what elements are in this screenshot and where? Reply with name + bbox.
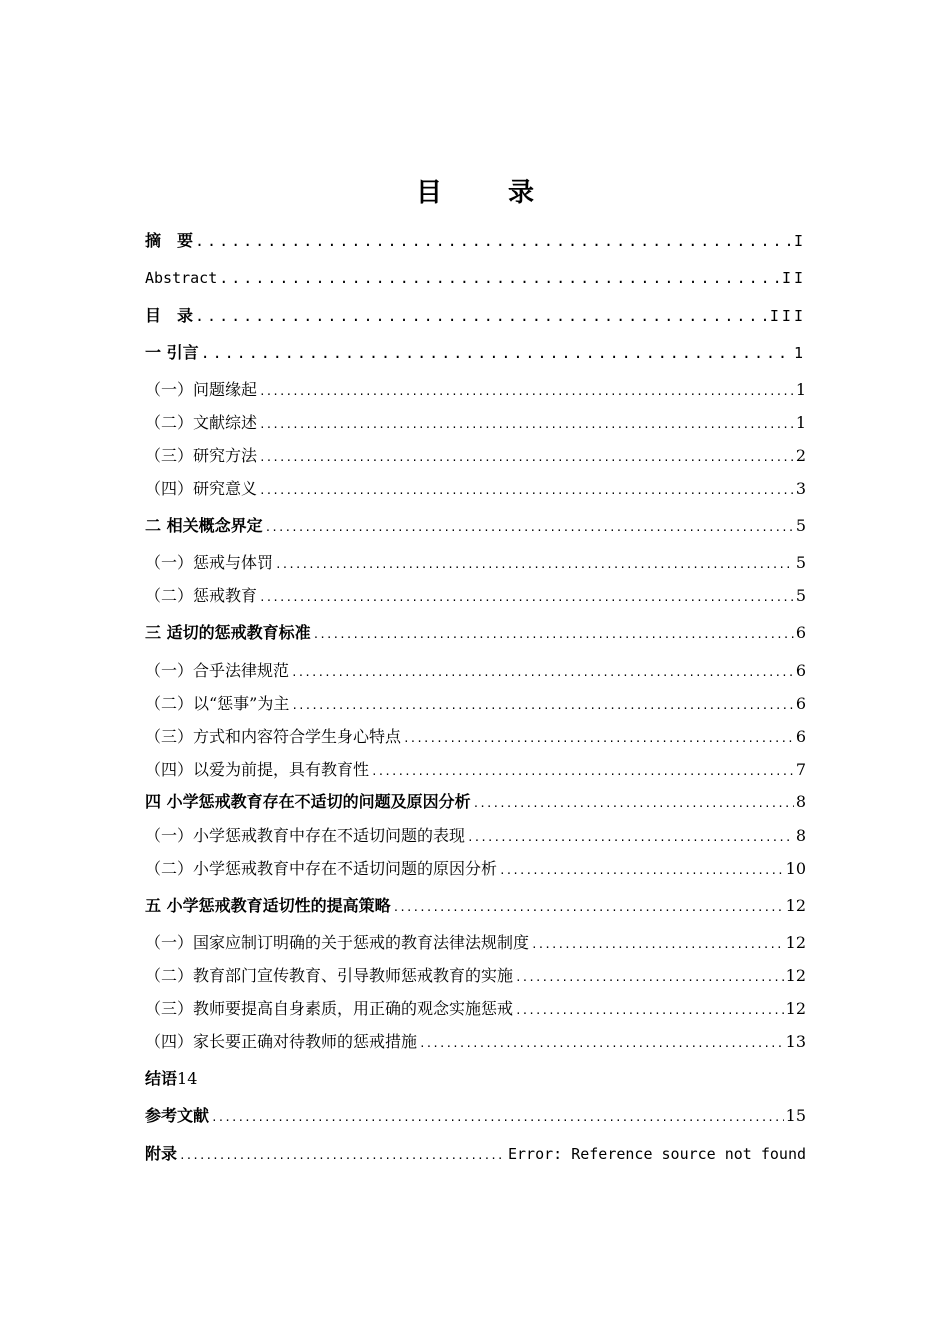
toc-entry-page: 8 bbox=[795, 826, 806, 845]
toc-entry-text: （一）国家应制订明确的关于惩戒的教育法律法规制度 bbox=[145, 933, 530, 952]
toc-entry-page: 10 bbox=[785, 859, 806, 878]
toc-entry-text: 附录 bbox=[145, 1144, 178, 1163]
toc-leader-dots bbox=[195, 230, 792, 252]
toc-leader-dots bbox=[291, 697, 793, 715]
toc-entry-page: 13 bbox=[785, 1032, 806, 1051]
toc-entry-abstract-en[interactable] bbox=[145, 265, 806, 289]
toc-leader-dots bbox=[219, 267, 780, 289]
toc-entry-page: 5 bbox=[795, 586, 806, 605]
toc-leader-dots bbox=[275, 556, 794, 574]
toc-entry-contents[interactable] bbox=[145, 303, 806, 327]
toc-entry-section[interactable] bbox=[145, 658, 806, 682]
toc-entry-section[interactable] bbox=[145, 996, 806, 1020]
toc-entry-conclusion[interactable] bbox=[145, 1066, 806, 1090]
toc-entry-text: Abstract bbox=[145, 269, 218, 287]
toc-entry-section[interactable] bbox=[145, 476, 806, 500]
toc-entry-text: （二）以“惩事”为主 bbox=[145, 694, 290, 713]
toc-entry-text: （四）以爱为前提，具有教育性 bbox=[145, 760, 370, 779]
toc-entry-page: III bbox=[769, 307, 806, 325]
toc-entry-text: （四）研究意义 bbox=[145, 479, 258, 498]
toc-entry-chapter-3[interactable] bbox=[145, 620, 806, 644]
toc-entry-text: （二）文献综述 bbox=[145, 413, 258, 432]
page-title: 目 录 bbox=[415, 178, 554, 208]
toc-entry-text: 摘 要 bbox=[145, 231, 194, 250]
toc-entry-page: 8 bbox=[795, 792, 806, 811]
toc-entry-page: II bbox=[781, 269, 806, 287]
toc-entry-references[interactable] bbox=[145, 1103, 806, 1127]
toc-entry-page: 5 bbox=[795, 553, 806, 572]
toc-leader-dots bbox=[473, 795, 794, 813]
toc-entry-text: 五 小学惩戒教育适切性的提高策略 bbox=[145, 896, 391, 915]
toc-entry-text: （二）小学惩戒教育中存在不适切问题的原因分析 bbox=[145, 859, 498, 878]
toc-entry-text: （三）研究方法 bbox=[145, 446, 258, 465]
toc-leader-dots bbox=[259, 482, 794, 500]
toc-entry-page-error: Error: Reference source not found bbox=[507, 1145, 806, 1163]
toc-entry-section[interactable] bbox=[145, 550, 806, 574]
toc-entry-page: 1 bbox=[793, 344, 806, 362]
toc-leader-dots bbox=[515, 1002, 784, 1020]
toc-leader-dots bbox=[195, 305, 768, 327]
toc-entry-page: 3 bbox=[795, 479, 806, 498]
toc-entry-page: 12 bbox=[785, 933, 806, 952]
toc-entry-section[interactable] bbox=[145, 691, 806, 715]
toc-entry-appendix[interactable] bbox=[145, 1141, 806, 1165]
toc-entry-chapter-5[interactable] bbox=[145, 893, 806, 917]
toc-leader-dots bbox=[419, 1035, 784, 1053]
toc-leader-dots bbox=[467, 829, 794, 847]
toc-leader-dots bbox=[259, 383, 794, 401]
toc-entry-page: 15 bbox=[785, 1106, 806, 1125]
toc-entry-text: （四）家长要正确对待教师的惩戒措施 bbox=[145, 1032, 418, 1051]
toc-entry-text: 结语 bbox=[145, 1069, 178, 1088]
toc-entry-section[interactable] bbox=[145, 1029, 806, 1053]
toc-entry-abstract-cn[interactable] bbox=[145, 228, 806, 252]
toc-entry-text: （一）惩戒与体罚 bbox=[145, 553, 274, 572]
toc-entry-page: 14 bbox=[177, 1069, 198, 1088]
toc-entry-text: （三）教师要提高自身素质，用正确的观念实施惩戒 bbox=[145, 999, 514, 1018]
toc-entry-text: 一 引言 bbox=[145, 343, 199, 362]
toc-entry-page: 2 bbox=[795, 446, 806, 465]
toc-leader-dots bbox=[393, 899, 784, 917]
toc-entry-text: （一）合乎法律规范 bbox=[145, 661, 290, 680]
toc-entry-text: 四 小学惩戒教育存在不适切的问题及原因分析 bbox=[145, 792, 471, 811]
toc-entry-text: 二 相关概念界定 bbox=[145, 516, 263, 535]
toc-entry-page: 12 bbox=[785, 966, 806, 985]
toc-leader-dots bbox=[259, 589, 794, 607]
toc-entry-chapter-4[interactable] bbox=[145, 789, 806, 813]
toc-entry-page: 1 bbox=[795, 413, 806, 432]
toc-entry-section[interactable] bbox=[145, 410, 806, 434]
toc-entry-text: 目 录 bbox=[145, 306, 194, 325]
toc-leader-dots bbox=[515, 969, 784, 987]
toc-entry-section[interactable] bbox=[145, 443, 806, 467]
toc-leader-dots bbox=[265, 519, 794, 537]
toc-entry-text: （一）问题缘起 bbox=[145, 380, 258, 399]
toc-entry-section[interactable] bbox=[145, 963, 806, 987]
toc-entry-page: 6 bbox=[795, 694, 806, 713]
toc-entry-page: I bbox=[793, 232, 806, 250]
toc-entry-section[interactable] bbox=[145, 930, 806, 954]
toc-entry-text: （一）小学惩戒教育中存在不适切问题的表现 bbox=[145, 826, 466, 845]
toc-leader-dots bbox=[531, 936, 784, 954]
toc-leader-dots bbox=[201, 342, 792, 364]
toc-entry-section[interactable] bbox=[145, 583, 806, 607]
toc-entry-chapter-1[interactable] bbox=[145, 340, 806, 364]
toc-entry-chapter-2[interactable] bbox=[145, 513, 806, 537]
toc-leader-dots bbox=[179, 1147, 506, 1165]
toc-leader-dots bbox=[259, 449, 794, 467]
toc-leader-dots bbox=[211, 1109, 784, 1127]
toc-entry-text: 三 适切的惩戒教育标准 bbox=[145, 623, 311, 642]
toc-entry-page: 6 bbox=[795, 623, 806, 642]
toc-entry-page: 12 bbox=[785, 896, 806, 915]
toc-entry-text: （三）方式和内容符合学生身心特点 bbox=[145, 727, 402, 746]
toc-leader-dots bbox=[371, 763, 794, 781]
toc-entry-text: （二）惩戒教育 bbox=[145, 586, 258, 605]
toc-entry-page: 6 bbox=[795, 661, 806, 680]
toc-entry-page: 5 bbox=[795, 516, 806, 535]
toc-leader-dots bbox=[259, 416, 794, 434]
toc-entry-section[interactable] bbox=[145, 823, 806, 847]
toc-entry-section[interactable] bbox=[145, 856, 806, 880]
toc-leader-dots bbox=[291, 664, 794, 682]
toc-entry-page: 1 bbox=[795, 380, 806, 399]
toc-entry-page: 6 bbox=[795, 727, 806, 746]
toc-entry-section[interactable] bbox=[145, 377, 806, 401]
toc-entry-text: （二）教育部门宣传教育、引导教师惩戒教育的实施 bbox=[145, 966, 514, 985]
toc-leader-dots bbox=[313, 626, 794, 644]
toc-entry-section[interactable] bbox=[145, 757, 806, 781]
toc-leader-dots bbox=[403, 730, 794, 748]
toc-entry-text: 参考文献 bbox=[145, 1106, 210, 1125]
toc-entry-page: 7 bbox=[795, 760, 806, 779]
toc-entry-section[interactable] bbox=[145, 724, 806, 748]
toc-leader-dots bbox=[499, 862, 784, 880]
toc-entry-page: 12 bbox=[785, 999, 806, 1018]
